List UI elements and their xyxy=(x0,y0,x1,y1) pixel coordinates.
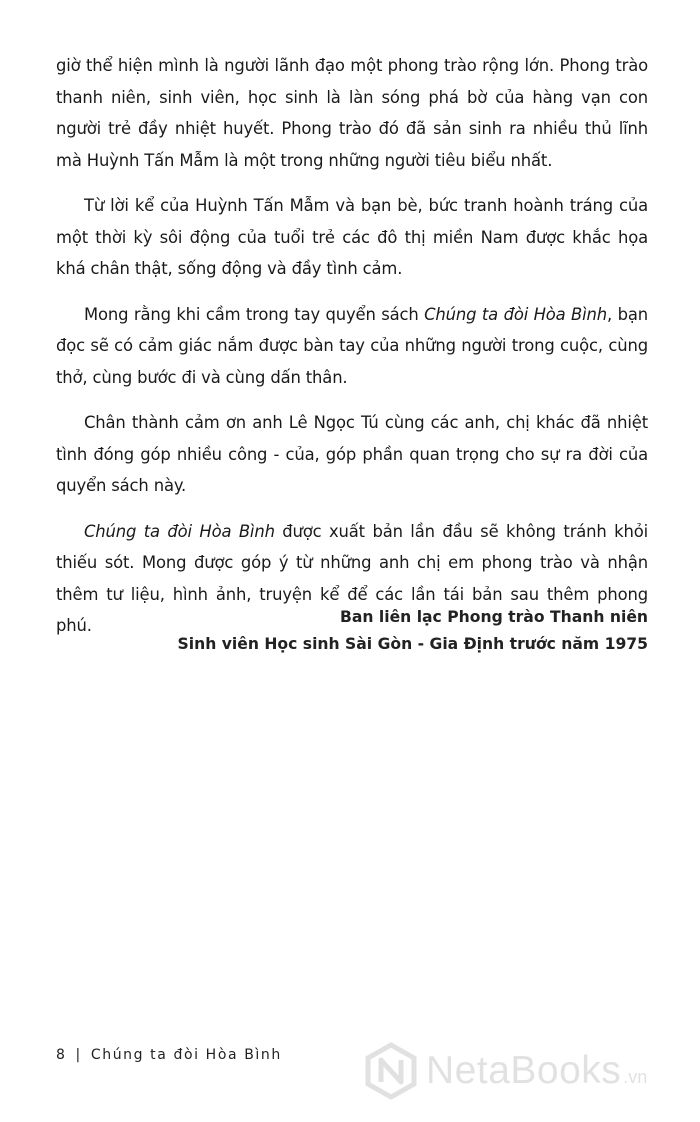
paragraph-4-text: Chân thành cảm ơn anh Lê Ngọc Tú cùng các anh, chị khác đã nhiệt tình đóng góp nhiều công - của, góp phần quan trọng cho sự ra đời của quyển sách này. xyxy=(56,413,648,495)
book-title-italic: Chúng ta đòi Hòa Bình xyxy=(84,521,275,541)
paragraph-4 xyxy=(56,407,648,502)
netabooks-logo-icon xyxy=(364,1042,418,1100)
watermark xyxy=(364,1041,647,1101)
paragraph-3-text-end: , bạn đọc sẽ có cảm giác nắm được bàn tay của những người trong cuộc, cùng thở, cùng bước đi và cùng dấn thân. xyxy=(56,304,648,387)
paragraph-1-text: giờ thể hiện mình là người lãnh đạo một phong trào rộng lớn. Phong trào thanh niên, sinh viên, học sinh là làn sóng phá bờ của hàng vạn con người trẻ đầy nhiệt huyết. Phong trào đó đã sản sinh ra nhiều thủ lĩnh mà Huỳnh Tấn Mẫm là một trong những người tiêu biểu nhất. xyxy=(56,56,648,170)
paragraph-3-text-start: Mong rằng khi cầm trong tay quyển sách xyxy=(84,304,425,324)
paragraph-2 xyxy=(56,190,648,285)
footer-separator: | xyxy=(75,1047,82,1063)
signature-line-1: Ban liên lạc Phong trào Thanh niên xyxy=(339,608,648,626)
page-number: 8 xyxy=(56,1047,67,1063)
watermark-brand: NetaBooks xyxy=(426,1049,622,1092)
watermark-tld: .vn xyxy=(623,1066,648,1087)
paragraph-5-text: được xuất bản lần đầu sẽ không tránh khỏi thiếu sót. Mong được góp ý từ những anh chị em phong trào và nhận thêm tư liệu, hình ảnh, truyện kể để các lần tái bản sau thêm phong phú. xyxy=(56,521,648,635)
paragraph-3 xyxy=(56,299,648,394)
footer-book-title: Chúng ta đòi Hòa Bình xyxy=(90,1047,282,1063)
signature-block xyxy=(178,604,648,658)
paragraph-1 xyxy=(56,50,648,176)
page-footer xyxy=(56,1047,282,1063)
book-title-italic: Chúng ta đòi Hòa Bình xyxy=(424,304,608,324)
paragraph-2-text: Từ lời kể của Huỳnh Tấn Mẫm và bạn bè, bức tranh hoành tráng của một thời kỳ sôi động của tuổi trẻ các đô thị miền Nam được khắc họa khá chân thật, sống động và đầy tình cảm. xyxy=(56,196,648,278)
signature-line-2: Sinh viên Học sinh Sài Gòn - Gia Định trước năm 1975 xyxy=(177,635,648,653)
body-text xyxy=(56,50,648,656)
